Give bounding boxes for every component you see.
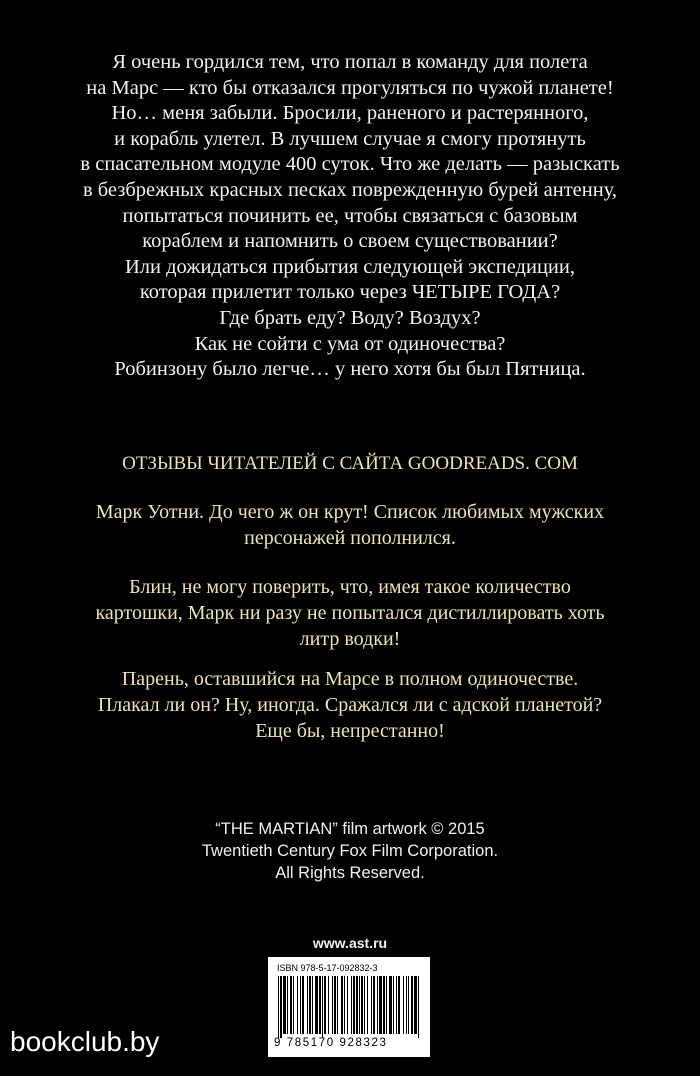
review-line: картошки, Марк ни разу не попытался дистиллировать хоть bbox=[95, 602, 605, 624]
blurb-line: в безбрежных красных песках поврежденную бурей антенну, bbox=[82, 178, 618, 201]
review-line: Парень, оставшийся на Марсе в полном одиночестве. bbox=[121, 668, 579, 690]
blurb-line: Или дожидаться прибытия следующей экспедиции, bbox=[125, 255, 575, 278]
isbn-barcode-label bbox=[268, 957, 430, 1057]
blurb-line: и корабль улетел. В лучшем случае я смогу протянуть bbox=[114, 127, 586, 150]
blurb-line: которая прилетит только через ЧЕТЫРЕ ГОДА? bbox=[139, 281, 561, 304]
barcode-digits: 9 785170 928323 bbox=[274, 1037, 388, 1049]
credits-line: Twentieth Century Fox Film Corporation. bbox=[201, 842, 499, 860]
review-line: персонажей пополнился. bbox=[244, 527, 456, 549]
blurb-line: Я очень гордился тем, что попал в команду для полета bbox=[112, 51, 588, 73]
blurb-line: Где брать еду? Воду? Воздух? bbox=[219, 306, 481, 329]
review-line: Плакал ли он? Ну, иногда. Сражался ли с адской планетой? bbox=[97, 694, 603, 716]
blurb-line: Робинзону было легче… у него хотя бы был Пятница. bbox=[114, 358, 586, 381]
barcode-icon bbox=[276, 976, 422, 1038]
isbn-number: ISBN 978-5-17-092832-3 bbox=[277, 963, 378, 973]
review-line: литр водки! bbox=[299, 628, 401, 650]
copyright-credits bbox=[0, 818, 700, 884]
review-line: Блин, не могу поверить, что, имея такое количество bbox=[129, 576, 571, 598]
blurb-line: попытаться починить ее, чтобы связаться с базовым bbox=[122, 204, 578, 227]
publisher-website: www.ast.ru bbox=[312, 935, 388, 951]
credits-line: All Rights Reserved. bbox=[275, 864, 425, 882]
blurb-line: Но… меня забыли. Бросили, раненого и растерянного, bbox=[111, 102, 589, 125]
blurb-line: в спасательном модуле 400 суток. Что же делать — разыскать bbox=[80, 153, 620, 176]
review-line: Еще бы, непрестанно! bbox=[255, 720, 445, 742]
credits-line: “THE MARTIAN” film artwork © 2015 bbox=[215, 820, 485, 838]
reviews-heading: ОТЗЫВЫ ЧИТАТЕЛЕЙ С САЙТА GOODREADS. COM bbox=[122, 453, 578, 474]
blurb-line: кораблем и напомнить о своем существовании? bbox=[142, 230, 558, 253]
blurb-text bbox=[0, 50, 700, 383]
review-quote bbox=[0, 499, 700, 551]
blurb-line: на Марс — кто бы отказался прогуляться по чужой планете! bbox=[86, 76, 614, 99]
blurb-line: Как не сойти с ума от одиночества? bbox=[194, 332, 506, 355]
watermark-text: bookclub.by bbox=[10, 1026, 160, 1057]
review-quote bbox=[0, 666, 700, 744]
review-quote bbox=[0, 574, 700, 652]
review-line: Марк Уотни. До чего ж он крут! Список любимых мужских bbox=[95, 501, 605, 523]
